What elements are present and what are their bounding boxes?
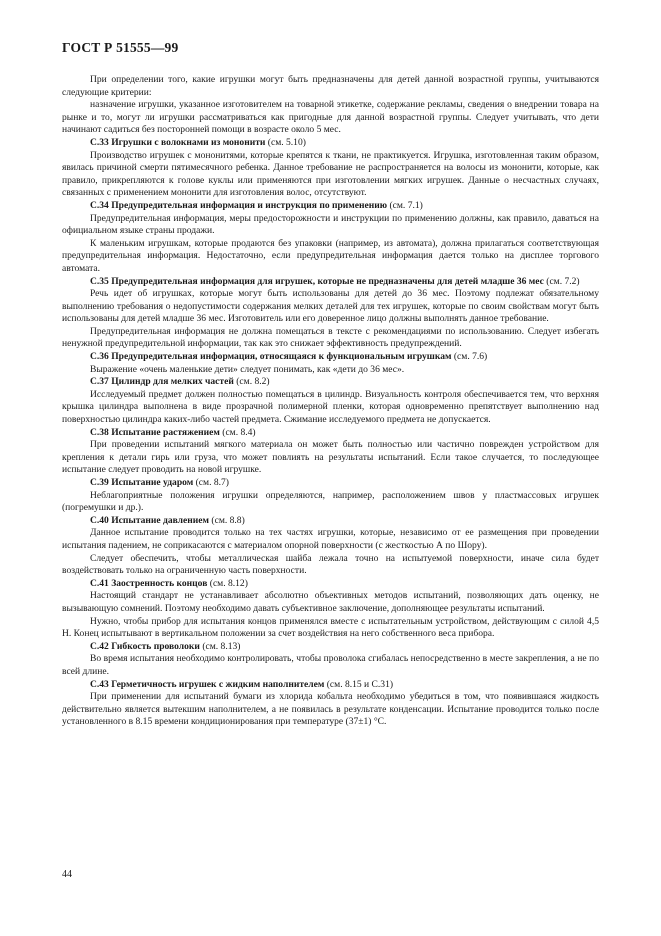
- section-reference: (см. 8.13): [202, 640, 241, 652]
- section-title: Заостренность концов: [111, 577, 208, 589]
- section-number: С.43: [90, 678, 109, 690]
- body-paragraph: Во время испытания необходимо контролировать, чтобы проволока сгибалась непосредственно в месте закрепления, а не по всей длине.: [62, 653, 599, 677]
- body-paragraph: назначение игрушки, указанное изготовителем на товарной этикетке, содержание рекламы, сведения о внедрении товара на рынке и то, могут ли игрушки рассматриваться как пригодные для данной возрастной группы. Следует учитывать, что дети начинают садиться без посторонней помощи в возрасте около 5 мес.: [62, 99, 599, 136]
- section-title: Предупредительная информация и инструкция по применению: [111, 199, 388, 211]
- section-reference: (см. 8.4): [222, 426, 256, 438]
- section-reference: (см. 8.2): [236, 376, 270, 388]
- section-number: С.37: [90, 376, 109, 388]
- page-header: ГОСТ Р 51555—99: [62, 40, 179, 55]
- section-title: Цилиндр для мелких частей: [111, 376, 234, 388]
- section-reference: (см. 5.10): [267, 136, 306, 148]
- section-reference: (см. 8.7): [195, 477, 229, 488]
- section-heading: [62, 276, 599, 289]
- section-heading: [62, 641, 599, 654]
- section-reference: (см. 8.15 и С.31): [326, 678, 394, 690]
- section-number: С.35: [90, 275, 109, 287]
- section-heading: [62, 200, 599, 213]
- section-number: С.36: [90, 351, 109, 363]
- body-paragraph: К маленьким игрушкам, которые продаются без упаковки (например, из автомата), должна прилагаться соответствующая предупредительная информация. Недостаточно, если предупредительная информация дается только на дисплее торгового автомата.: [62, 237, 599, 274]
- section-reference: (см. 8.12): [209, 577, 248, 589]
- section-title: Гибкость проволоки: [111, 640, 200, 652]
- section-number: С.39: [90, 477, 109, 488]
- body-paragraph: Производство игрушек с мононитями, которые крепятся к ткани, не практикуется. Игрушка, изготовленная таким образом, явилась причиной смерти пятимесячного ребенка. Данное требование не распространяется на волосы из мононити, которые, как правило, прикрепляются к голове куклы или применяются при изготовлении мягких игрушек. Данные о несчастных случаях, связанных с применением мононити для изготовления волос, отсутствуют.: [62, 149, 599, 199]
- body-paragraph: Нужно, чтобы прибор для испытания концов применялся вместе с испытательным устройством, действующим с силой 4,5 Н. Конец испытывают в вертикальном положении за счет воздействия на него собственного веса прибора.: [62, 615, 599, 640]
- body-paragraph: Выражение «очень маленькие дети» следует понимать, как «дети до 36 мес».: [90, 363, 405, 375]
- body-paragraph: При применении для испытаний бумаги из хлорида кобальта необходимо убедиться в том, что появившаяся жидкость действительно является вытекшим наполнителем, а не появилась в результате конденсации. Испытание проводится только после установленного в 8.15 времени кондиционирования при температуре (37±1) °С.: [62, 691, 599, 728]
- section-heading: [62, 515, 599, 528]
- body-paragraph: При проведении испытаний мягкого материала он может быть полностью или частично поврежден устройством для крепления к детали гирь или груза, что может повлиять на результаты испытаний. Если такое случается, то последующее испытание следует проводить на новой игрушке.: [62, 439, 599, 476]
- section-heading: [62, 376, 599, 389]
- section-heading: [62, 679, 599, 692]
- section-title: Испытание ударом: [111, 477, 194, 488]
- body-paragraph: Настоящий стандарт не устанавливает абсолютно объективных методов испытаний, позволяющих дать оценку, не вызывающую сомнений. Поэтому необходимо давать субъективное заключение, дополняющее результаты испытаний.: [62, 590, 599, 614]
- section-reference: (см. 7.2): [546, 275, 580, 287]
- section-title: Предупредительная информация для игрушек, которые не предназначены для детей младше 36 мес: [111, 275, 544, 287]
- section-reference: (см. 7.6): [453, 351, 488, 363]
- section-number: С.33: [90, 136, 109, 148]
- body-paragraph: Данное испытание проводится только на тех частях игрушки, которые, независимо от ее размещения при проведении испытания падением, не соприкасаются с материалом опорной поверхности (с жесткостью А по Шору).: [62, 527, 599, 551]
- body-paragraph: Предупредительная информация, меры предосторожности и инструкции по применению должны, как правило, даваться на официальном языке страны продажи.: [62, 212, 599, 237]
- section-heading: [62, 477, 599, 490]
- section-number: С.34: [90, 199, 109, 211]
- section-reference: (см. 7.1): [389, 199, 423, 211]
- section-heading: [62, 427, 599, 440]
- body-paragraph: Предупредительная информация не должна помещаться в тексте с рекомендациями по использованию. Следует избегать ненужной предупредительной информации, так как это снижает эффективность предупреждений.: [62, 325, 599, 350]
- section-title: Игрушки с волокнами из мононити: [111, 136, 266, 148]
- body-paragraph: Исследуемый предмет должен полностью помещаться в цилиндр. Визуальность контроля обеспечивается тем, что верхняя крышка цилиндра выполнена в виде прозрачной полимерной пленки, которая одновременно препятствует выполнению над поверхностью цилиндра каких-либо частей предмета. Сжимание исследуемого предмета не допускается.: [62, 388, 599, 426]
- section-reference: (см. 8.8): [211, 514, 245, 526]
- section-title: Испытание давлением: [111, 514, 210, 526]
- section-number: С.41: [90, 577, 109, 589]
- section-heading: [62, 578, 599, 591]
- section-title: Предупредительная информация, относящаяся к функциональным игрушкам: [111, 351, 452, 363]
- body-paragraph: Неблагоприятные положения игрушки определяются, например, расположением швов у пластмассовых игрушек (погремушки и др.).: [62, 489, 599, 514]
- body-paragraph: При определении того, какие игрушки могут быть предназначены для детей данной возрастной группы, учитываются следующие критерии:: [62, 74, 599, 98]
- page-number: 44: [62, 869, 72, 880]
- section-title: Испытание растяжением: [111, 426, 220, 438]
- section-heading: [62, 351, 599, 364]
- body-paragraph: Следует обеспечить, чтобы металлическая шайба лежала точно на испытуемой поверхности, иначе сила будет воздействовать только на ограниченную часть поверхности.: [62, 552, 599, 577]
- body-paragraph: Речь идет об игрушках, которые могут быть использованы для детей до 36 мес. Поэтому подлежат обязательному выполнению требования о недопустимости содержания мелких деталей для тех игрушек, которые по своим свойствам могут быть использованы для детей младше 36 мес. Изготовитель или его доверенное лицо должны выполнять данное требование.: [62, 288, 599, 325]
- section-number: С.38: [90, 426, 109, 438]
- section-number: С.40: [90, 514, 109, 526]
- document-body: [62, 74, 599, 729]
- section-heading: [62, 137, 599, 150]
- section-number: С.42: [90, 640, 109, 652]
- section-title: Герметичность игрушек с жидким наполнителем: [111, 678, 325, 690]
